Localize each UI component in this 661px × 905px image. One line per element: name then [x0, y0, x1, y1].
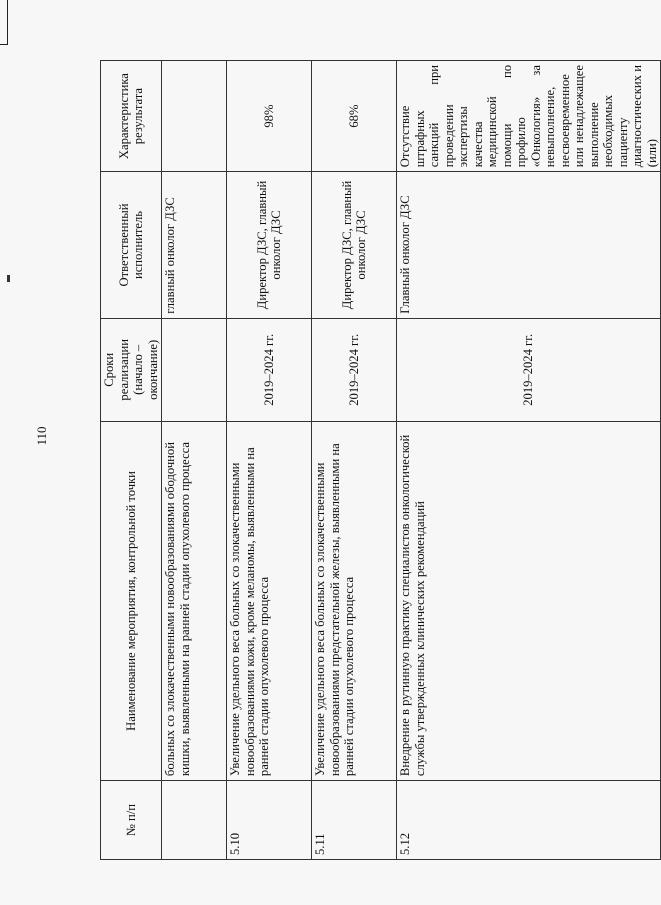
row-name: Внедрение в рутинную практику специалистов онкологической службы утвержденных клинических рекомендаций — [397, 421, 661, 780]
row-result: 98% — [227, 61, 312, 172]
header-num: № п/п — [101, 781, 162, 860]
measures-table — [100, 60, 661, 860]
table-header-row — [101, 61, 162, 860]
row-result — [162, 61, 227, 172]
row-name: больных со злокачественными новообразованиями ободочной кишки, выявленными на ранней стадии опухолевого процесса — [162, 421, 227, 780]
row-responsible: главный онколог ДЗС — [162, 172, 227, 319]
scan-corner-mark — [0, 0, 8, 45]
scan-mark — [7, 275, 10, 282]
row-num — [162, 781, 227, 860]
table-row — [162, 61, 227, 860]
header-result: Характеристика результата — [101, 61, 162, 172]
table-row — [312, 61, 397, 860]
row-result: 68% — [312, 61, 397, 172]
row-period: 2019–2024 гг. — [397, 318, 661, 421]
row-period — [162, 318, 227, 421]
row-responsible: Директор ДЗС, главный онколог ДЗС — [312, 172, 397, 319]
row-result: Отсутствие штрафных санкций при проведении экспертизы качества медицинской помощи по профилю «Онкология» за невыполнение, несвоевременное или ненадлежащее выполнение необходимых пациенту диагностических и (или) — [397, 61, 661, 172]
table-row — [227, 61, 312, 860]
header-name: Наименование мероприятия, контрольной точки — [101, 421, 162, 780]
page-number: 110 — [34, 426, 49, 446]
header-responsible: Ответственный исполнитель — [101, 172, 162, 319]
rotated-table-container — [100, 60, 659, 860]
row-name: Увеличение удельного веса больных со злокачественными новообразованиями предстательной железы, выявленными на ранней стадии опухолевого процесса — [312, 421, 397, 780]
row-name: Увеличение удельного веса больных со злокачественными новообразованиями кожи, кроме меланомы, выявленными на ранней стадии опухолевого процесса — [227, 421, 312, 780]
row-num: 5.11 — [312, 781, 397, 860]
row-period: 2019–2024 гг. — [312, 318, 397, 421]
row-responsible: Главный онколог ДЗС — [397, 172, 661, 319]
row-num: 5.10 — [227, 781, 312, 860]
table-row — [397, 61, 661, 860]
row-num: 5.12 — [397, 781, 661, 860]
header-period: Сроки реализации (начало – окончание) — [101, 318, 162, 421]
row-responsible: Директор ДЗС, главный онколог ДЗС — [227, 172, 312, 319]
row-period: 2019–2024 гг. — [227, 318, 312, 421]
